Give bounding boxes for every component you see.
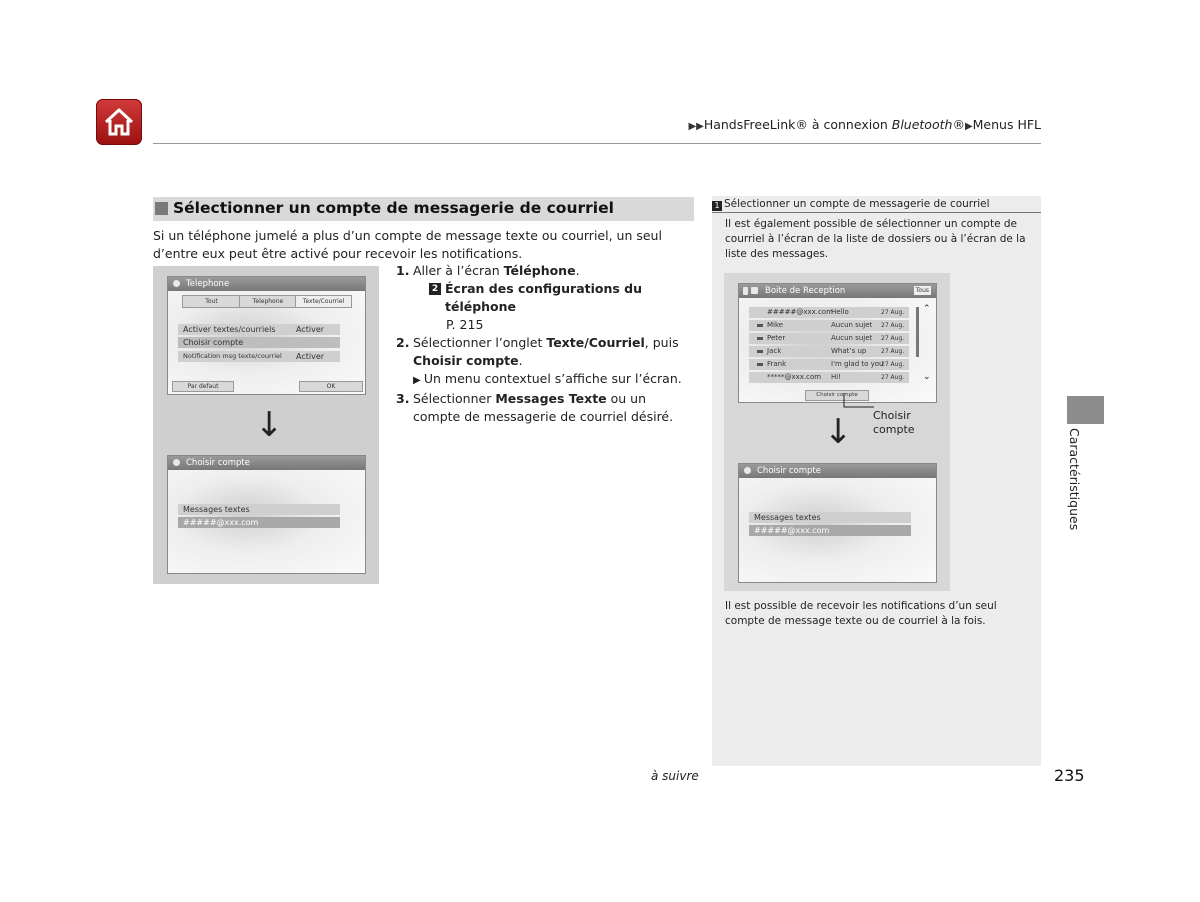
- option-email-account[interactable]: #####@xxx.com: [749, 525, 911, 536]
- callout-line: [842, 391, 876, 411]
- back-icon[interactable]: [744, 467, 751, 474]
- down-arrow-icon: ↓: [255, 405, 284, 445]
- step-3: 3. Sélectionner Messages Texte ou un compte de messagerie de courriel désiré.: [396, 391, 674, 424]
- side-note-text-2: Il est possible de recevoir les notifications d’un seul compte de message texte ou de courriel à la fois.: [725, 600, 997, 627]
- option-messages-textes[interactable]: Messages textes: [749, 512, 911, 523]
- section-title: Sélectionner un compte de messagerie de courriel: [173, 199, 614, 217]
- triangle-icon: ▶: [413, 375, 424, 386]
- intro-text: Si un téléphone jumelé a plus d’un compte de message texte ou courriel, un seul d’entre eux peut être activé pour recevoir les notifications.: [153, 228, 662, 261]
- ok-button[interactable]: OK: [299, 381, 363, 392]
- message-row[interactable]: Peter Aucun sujet 27 Aug.: [749, 333, 909, 344]
- tab-tout[interactable]: Tout: [182, 295, 241, 308]
- message-row[interactable]: Mike Aucun sujet 27 Aug.: [749, 320, 909, 331]
- default-button[interactable]: Par defaut: [172, 381, 234, 392]
- step-1: 1. Aller à l’écran Téléphone.: [396, 263, 580, 278]
- email-icon: [757, 350, 763, 353]
- row-activer-textes[interactable]: Activer textes/courriels Activer: [178, 324, 340, 335]
- phone-icon: [743, 287, 748, 295]
- chapter-tab[interactable]: [1067, 396, 1104, 424]
- tab-telephone[interactable]: Telephone: [239, 295, 297, 308]
- inbox-screen: [738, 283, 937, 403]
- back-icon[interactable]: [173, 459, 180, 466]
- telephone-screen: [167, 276, 366, 395]
- reference-icon: 2: [429, 283, 441, 295]
- note-icon: 1: [712, 201, 722, 211]
- choose-account-screen: [167, 455, 366, 574]
- scroll-up-icon[interactable]: ⌃: [923, 304, 931, 314]
- option-messages-textes[interactable]: Messages textes: [178, 504, 340, 515]
- email-icon: [757, 324, 763, 327]
- email-icon: [757, 337, 763, 340]
- screen-title: Choisir compte: [757, 466, 821, 476]
- tab-texte-courriel[interactable]: Texte/Courriel: [295, 295, 352, 308]
- callout-choose-account: Choisir compte: [873, 409, 915, 436]
- message-row[interactable]: *****@xxx.com Hi! 27 Aug.: [749, 372, 909, 383]
- scroll-down-icon[interactable]: ⌄: [923, 372, 931, 382]
- breadcrumb: ▶▶HandsFreeLink® à connexion Bluetooth®▶Menus HFL: [688, 117, 1041, 132]
- choose-account-button[interactable]: Choisir compte: [805, 390, 869, 401]
- message-row[interactable]: #####@xxx.com Hello 27 Aug.: [749, 307, 909, 318]
- screen-title: Telephone: [186, 279, 230, 289]
- page-number: 235: [1054, 766, 1085, 785]
- inbox-title: Boite de Reception: [765, 286, 846, 296]
- step-2: 2. Sélectionner l’onglet Texte/Courriel, puis Choisir compte.: [396, 335, 679, 368]
- home-button[interactable]: [96, 99, 142, 145]
- continued-label: à suivre: [651, 769, 699, 783]
- filter-badge[interactable]: Tous: [915, 287, 929, 294]
- mailbox-icon: [751, 287, 758, 294]
- inbox-figure: [724, 273, 950, 591]
- down-arrow-icon: ↓: [824, 412, 853, 452]
- message-row[interactable]: Jack What’s up 27 Aug.: [749, 346, 909, 357]
- steps-list: [396, 262, 696, 426]
- row-choisir-compte[interactable]: Choisir compte: [178, 337, 340, 348]
- row-notification[interactable]: Notification msg texte/courriel Activer: [178, 351, 340, 362]
- side-note-heading: 1 Sélectionner un compte de messagerie de courriel: [712, 196, 1041, 213]
- email-icon: [757, 363, 763, 366]
- option-email-account[interactable]: #####@xxx.com: [178, 517, 340, 528]
- back-icon[interactable]: [173, 280, 180, 287]
- cross-reference[interactable]: 2 Écran des configurations du téléphone P. 215: [396, 280, 696, 334]
- section-title-bar: [153, 197, 694, 221]
- header-divider: [153, 143, 1041, 144]
- scrollbar[interactable]: [916, 307, 919, 357]
- section-marker-icon: [155, 202, 168, 215]
- step-2-note: ▶ Un menu contextuel s’affiche sur l’écran.: [413, 371, 682, 386]
- phone-settings-figure: [153, 266, 379, 584]
- chapter-label: Caractéristiques: [1067, 428, 1082, 531]
- screen-title: Choisir compte: [186, 458, 250, 468]
- home-icon: [102, 105, 136, 139]
- side-note-text-1: Il est également possible de sélectionner un compte de courriel à l’écran de la liste de dossiers ou à l’écran de la liste des messages.: [725, 218, 1026, 260]
- message-row[interactable]: Frank I'm glad to you 27 Aug.: [749, 359, 909, 370]
- choose-account-screen-2: [738, 463, 937, 583]
